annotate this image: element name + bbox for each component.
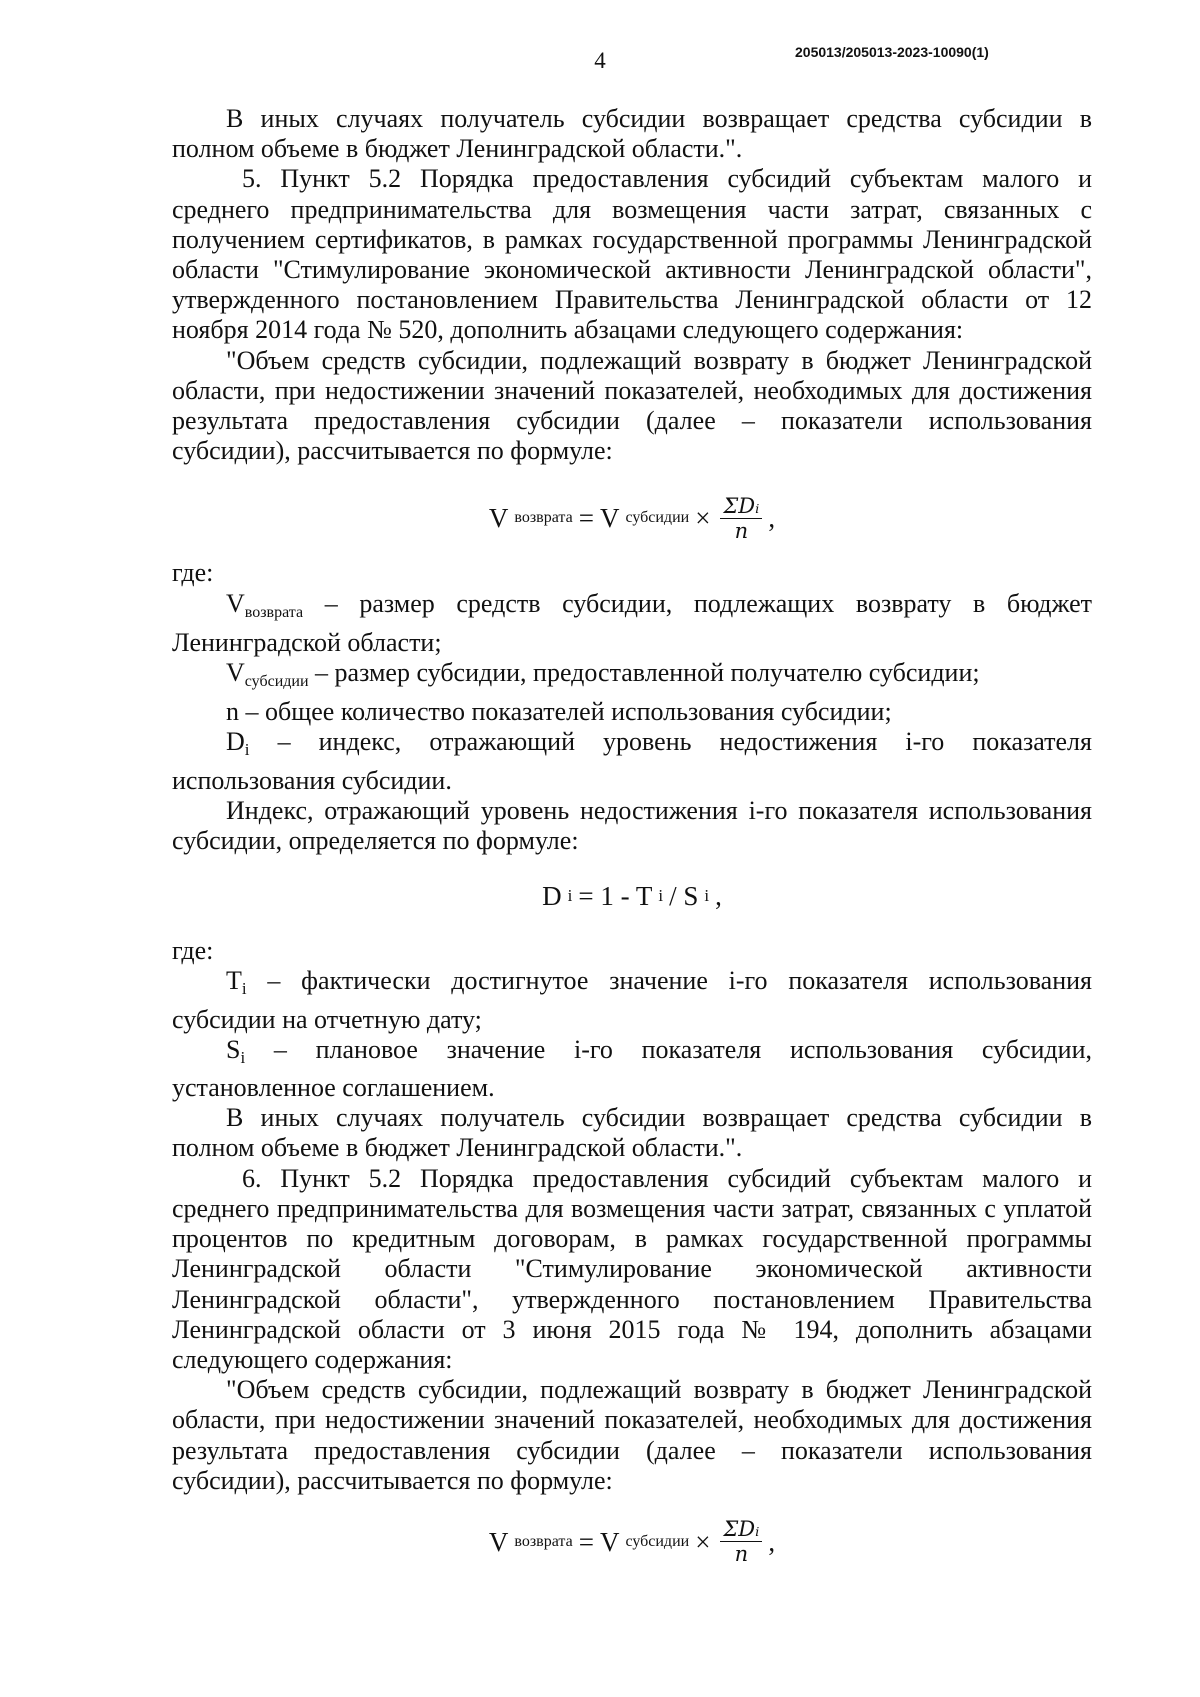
formula-d-index [172,856,1092,936]
var-sub-i: i [241,979,247,999]
formula-var-v: V [488,503,509,534]
formula-sub-subsidy: субсидии [625,509,690,527]
var-v: V [226,658,245,688]
definition-text: – плановое значение i-го показателя использования субсидии, установленное соглашением. [172,1034,1092,1103]
formula-v-return-1 [172,466,1092,558]
formula-sub-return: возврата [514,509,573,527]
definition-text: – фактически достигнутое значение i-го показателя использования субсидии на отчетную дату; [172,966,1092,1034]
definition-v-subsidy [172,658,1092,697]
fraction-numerator: ΣDᵢ [720,1517,762,1542]
formula-comma: , [715,881,722,912]
formula-sub-i: i [567,886,573,906]
paragraph-index: Индекс, отражающий уровень недостижения i-го показателя использования субсидии, определяется по формуле: [172,795,1092,856]
formula-comma: , [768,503,776,534]
definition-v-return [172,589,1092,658]
var-sub-i: i [240,1047,246,1067]
formula-sub-i: i [658,886,664,906]
var-v: V [226,588,245,618]
paragraph-volume-2: "Объем средств субсидии, подлежащий возврату в бюджет Ленинградской области, при недостижении значений показателей, необходимых для достижения результата предоставления субсидии (далее – показатели использования субсидии), рассчитывается по формуле: [172,1375,1092,1495]
formula-comma: , [768,1526,776,1557]
definition-n: n – общее количество показателей использования субсидии; [226,697,892,727]
formula-times: × [695,503,711,534]
var-s: S [226,1034,241,1064]
document-body [172,104,1092,1584]
paragraph-volume-1: "Объем средств субсидии, подлежащий возврату в бюджет Ленинградской области, при недостижении значений показателей, необходимых для достижения результата предоставления субсидии (далее – показатели использования субсидии), рассчитывается по формуле: [172,345,1092,466]
formula-fraction [720,1517,762,1566]
formula-fraction [720,494,762,543]
formula-sub-i: i [704,886,710,906]
document-id: 205013/205013-2023-10090(1) [795,44,989,60]
definition-s [172,1035,1092,1103]
formula-equals: = [578,503,594,534]
var-t: T [226,966,242,996]
formula-times: × [695,1526,711,1557]
paragraph-closing-2: В иных случаях получатель субсидии возвращает средства субсидии в полном объеме в бюджет Ленинградской области.". [172,1103,1092,1163]
where-label-2: где: [172,936,214,966]
definition-text: – индекс, отражающий уровень недостижения i-го показателя использования субсидии. [172,727,1092,795]
definition-d [172,727,1092,795]
formula-v-return-2 [172,1496,1092,1584]
paragraph-item-5: 5. Пункт 5.2 Порядка предоставления субсидий субъектам малого и среднего предпринимательства для возмещения части затрат, связанных с получением сертификатов, в рамках государственной программы Ленинградской области "Стимулирование экономической активности Ленинградской области", утвержденного постановлением Правительства Ленинградской области от 12 ноября 2014 года № 520, дополнить абзацами следующего содержания: [172,164,1092,345]
formula-sub-subsidy: субсидии [625,1532,690,1550]
formula-var-v: V [599,1526,620,1557]
formula-var-d: D [542,881,562,912]
formula-var-v: V [488,1526,509,1557]
where-label-1: где: [172,558,214,588]
fraction-denominator: n [734,518,749,543]
paragraph-item-6: 6. Пункт 5.2 Порядка предоставления субсидий субъектам малого и среднего предпринимательства для возмещения части затрат, связанных с уплатой процентов по кредитным договорам, в рамках государственной программы Ленинградской области "Стимулирование экономической активности Ленинградской области", утвержденного постановлением Правительства Ленинградской области от 3 июня 2015 года № 194, дополнить абзацами следующего содержания: [172,1163,1092,1374]
paragraph-closing-1: В иных случаях получатель субсидии возвращает средства субсидии в полном объеме в бюджет Ленинградской области.". [172,104,1092,164]
fraction-denominator: n [734,1542,749,1567]
definition-text: – размер субсидии, предоставленной получателю субсидии; [308,658,980,688]
formula-var-v: V [599,503,620,534]
var-sub-subsidy: субсидии [244,673,309,691]
definition-text: – размер средств субсидии, подлежащих возврату в бюджет Ленинградской области; [172,588,1092,657]
var-sub-i: i [244,740,250,760]
formula-sub-return: возврата [514,1532,573,1550]
formula-d-rest: = 1 - T [578,881,653,912]
var-sub-return: возврата [244,603,304,621]
fraction-numerator: ΣDᵢ [720,494,762,519]
formula-equals: = [578,1526,594,1557]
var-d: D [226,727,245,757]
definition-t [172,966,1092,1034]
page-number: 4 [594,48,606,73]
formula-slash-s: / S [669,881,699,912]
